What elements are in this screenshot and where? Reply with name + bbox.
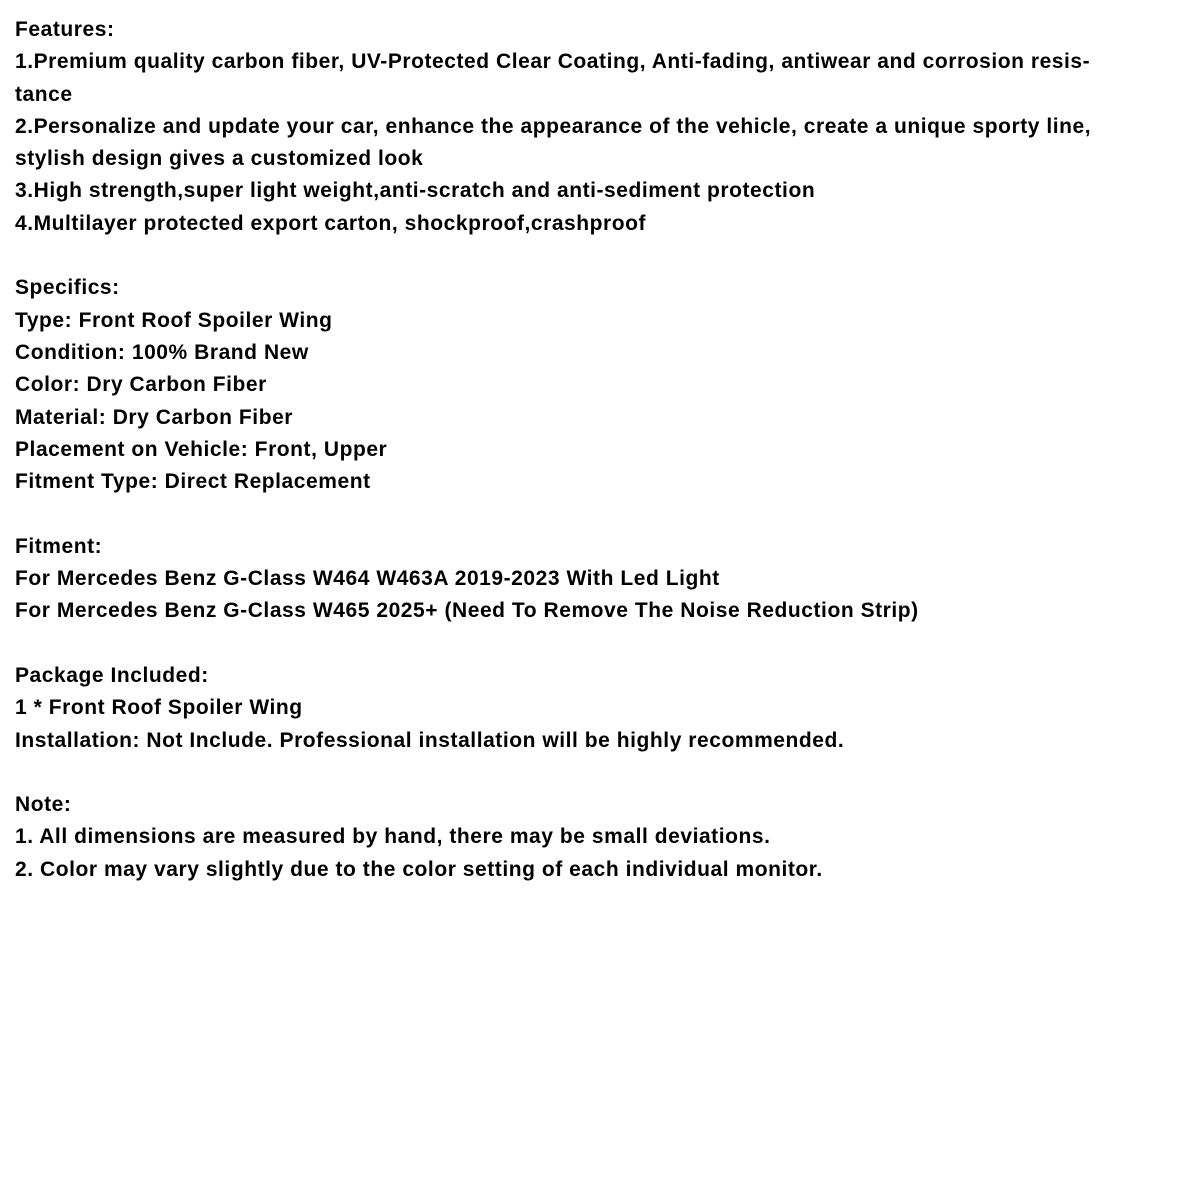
section-heading: Specifics: (15, 276, 120, 300)
specific-line: Color: Dry Carbon Fiber (15, 373, 267, 397)
specific-line: Fitment Type: Direct Replacement (15, 470, 371, 494)
section-spacer (15, 498, 1175, 530)
section-heading: Fitment: (15, 534, 103, 558)
feature-line: 3.High strength,super light weight,anti-scratch and anti-sediment protection (15, 179, 816, 203)
specific-line: Type: Front Roof Spoiler Wing (15, 308, 333, 332)
section-spacer (15, 628, 1175, 660)
package-line: 1 * Front Roof Spoiler Wing (15, 696, 303, 720)
note-line: 2. Color may vary slightly due to the color setting of each individual monitor. (15, 857, 823, 881)
specific-line: Placement on Vehicle: Front, Upper (15, 437, 388, 461)
feature-line: 1.Premium quality carbon fiber, UV-Protected Clear Coating, Anti-fading, antiwear and corrosion resis- (15, 50, 1091, 74)
feature-line: 4.Multilayer protected export carton, shockproof,crashproof (15, 211, 647, 235)
fitment-section (15, 531, 1175, 628)
package-line: Installation: Not Include. Professional installation will be highly recommended. (15, 728, 845, 752)
package-section (15, 660, 1175, 757)
fitment-line: For Mercedes Benz G-Class W465 2025+ (Need To Remove The Noise Reduction Strip) (15, 599, 919, 623)
note-line: 1. All dimensions are measured by hand, there may be small deviations. (15, 825, 771, 849)
feature-line: tance (15, 82, 73, 106)
note-section (15, 789, 1175, 886)
section-spacer (15, 240, 1175, 272)
section-spacer (15, 757, 1175, 789)
section-heading: Package Included: (15, 663, 209, 687)
feature-line: 2.Personalize and update your car, enhance the appearance of the vehicle, create a unique sporty line, (15, 114, 1092, 138)
product-description (15, 14, 1175, 886)
specifics-section (15, 272, 1175, 498)
features-section (15, 14, 1175, 240)
section-heading: Features: (15, 18, 115, 41)
specific-line: Condition: 100% Brand New (15, 340, 309, 364)
specific-line: Material: Dry Carbon Fiber (15, 405, 294, 429)
fitment-line: For Mercedes Benz G-Class W464 W463A 2019-2023 With Led Light (15, 567, 720, 591)
feature-line: stylish design gives a customized look (15, 147, 424, 171)
section-heading: Note: (15, 793, 72, 817)
